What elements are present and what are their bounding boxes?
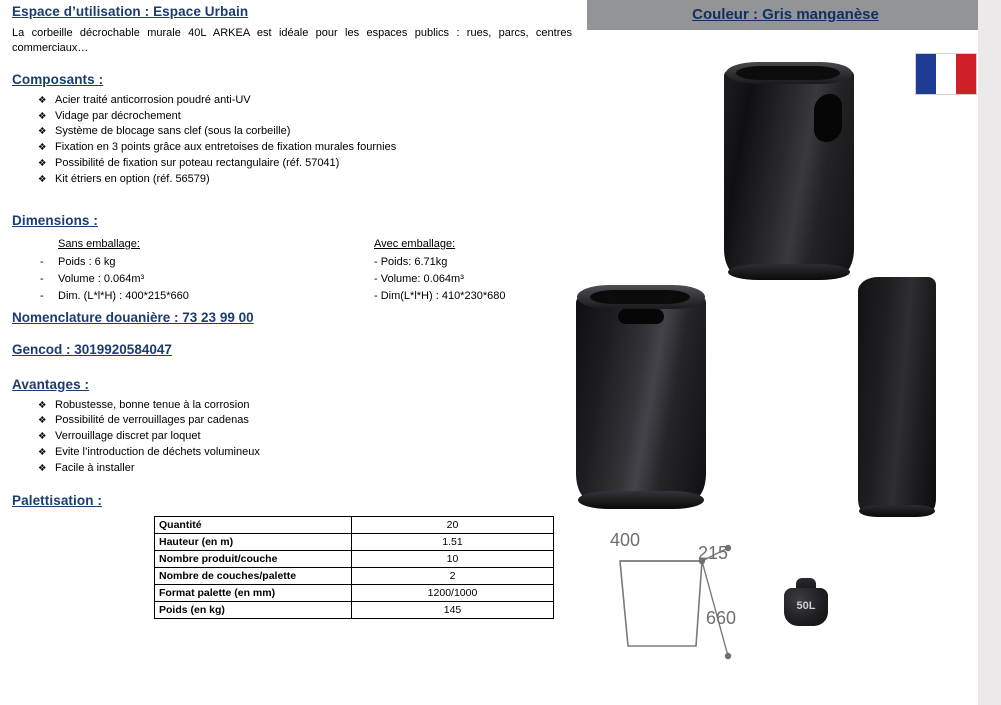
palletisation-heading: Palettisation : — [12, 492, 103, 508]
table-row — [155, 533, 554, 550]
list-item: ❖ Kit étriers en option (réf. 56579) — [38, 172, 570, 187]
list-item: ❖ Evite l’introduction de déchets volumineux — [38, 445, 570, 460]
dimension-line: - Dim. (L*l*H) : 400*215*660 — [40, 289, 189, 302]
bin-body — [858, 277, 936, 515]
row-label: Hauteur (en m) — [155, 533, 352, 550]
bin-side-view-image — [858, 277, 936, 517]
drawing-height-label: 660 — [706, 608, 737, 628]
bin-front-view-image — [576, 283, 706, 511]
row-label: Nombre de couches/palette — [155, 567, 352, 584]
row-label: Poids (en kg) — [155, 601, 352, 618]
bin-hand-slot — [618, 309, 664, 324]
table-row — [155, 550, 554, 567]
bin-front-perspective-image — [724, 60, 854, 280]
table-row — [155, 567, 554, 584]
palletisation-table — [154, 516, 554, 619]
color-banner-label: Couleur : Gris manganèse — [692, 6, 879, 23]
list-item: ❖ Système de blocage sans clef (sous la corbeille) — [38, 124, 570, 139]
dimensions-with-title: Avec emballage: — [374, 237, 456, 250]
row-value: 145 — [352, 601, 554, 618]
dimension-value: Volume : 0.064m³ — [58, 272, 145, 285]
row-value: 2 — [352, 567, 554, 584]
table-row — [155, 601, 554, 618]
components-list — [12, 93, 570, 187]
dimension-line: - Poids : 6 kg — [40, 255, 116, 268]
row-value: 1.51 — [352, 533, 554, 550]
dimension-value: Poids : 6 kg — [58, 255, 116, 268]
list-item: ❖ Possibilité de verrouillages par cadenas — [38, 413, 570, 428]
list-item: ❖ Possibilité de fixation sur poteau rectangulaire (réf. 57041) — [38, 156, 570, 171]
bin-opening — [736, 66, 840, 80]
dimension-value: - Dim(L*l*H) : 410*230*680 — [374, 289, 506, 302]
palletisation-block — [12, 493, 570, 619]
gencod-heading: Gencod : 3019920584047 — [12, 341, 172, 357]
row-value: 1200/1000 — [352, 584, 554, 601]
dimension-line: - Volume : 0.064m³ — [40, 272, 145, 285]
dimensions-without-title: Sans emballage: — [58, 237, 140, 250]
list-item: ❖ Fixation en 3 points grâce aux entretoises de fixation murales fournies — [38, 140, 570, 155]
table-row — [155, 516, 554, 533]
dimensions-block — [12, 213, 570, 306]
advantages-list — [12, 398, 570, 476]
advantages-heading: Avantages : — [12, 376, 90, 392]
dimension-value: - Poids: 6.71kg — [374, 255, 448, 268]
bin-bag-icon — [780, 578, 832, 630]
bin-base — [578, 491, 704, 509]
dimensions-without-packaging — [40, 236, 189, 305]
dimensions-heading: Dimensions : — [12, 212, 98, 228]
bin-base — [859, 505, 935, 517]
technical-drawing-svg — [616, 528, 776, 683]
list-item: ❖ Verrouillage discret par loquet — [38, 429, 570, 444]
row-label: Quantité — [155, 516, 352, 533]
row-value: 10 — [352, 550, 554, 567]
flag-stripe-white — [936, 54, 956, 94]
list-item: ❖ Robustesse, bonne tenue à la corrosion — [38, 398, 570, 413]
flag-stripe-blue — [916, 54, 936, 94]
row-label: Format palette (en mm) — [155, 584, 352, 601]
technical-drawing — [616, 528, 776, 683]
advantages-block — [12, 377, 570, 476]
bin-hand-slot — [814, 92, 842, 144]
dimension-value: Dim. (L*l*H) : 400*215*660 — [58, 289, 189, 302]
bin-base — [728, 264, 850, 280]
list-item: ❖ Vidage par décrochement — [38, 109, 570, 124]
drawing-width-label: 400 — [610, 530, 641, 550]
intro-paragraph: La corbeille décrochable murale 40L ARKEA est idéale pour les espaces publics : rues, parcs, centres commerciaux… — [12, 27, 572, 54]
customs-code-heading: Nomenclature douanière : 73 23 99 00 — [12, 309, 254, 325]
components-block — [12, 72, 570, 187]
color-banner — [587, 0, 984, 30]
row-value: 20 — [352, 516, 554, 533]
list-item: ❖ Acier traité anticorrosion poudré anti-UV — [38, 93, 570, 108]
flag-stripe-red — [956, 54, 976, 94]
table-row — [155, 584, 554, 601]
french-flag-icon — [915, 53, 977, 95]
drawing-depth-label: 215 — [698, 543, 729, 563]
row-label: Nombre produit/couche — [155, 550, 352, 567]
bin-body — [576, 295, 706, 500]
components-heading: Composants : — [12, 72, 104, 87]
dimensions-with-packaging — [374, 236, 505, 305]
list-item: ❖ Facile à installer — [38, 461, 570, 476]
bin-opening — [590, 290, 690, 304]
product-images-column — [576, 0, 1001, 705]
bag-capacity-label: 50L — [796, 600, 816, 612]
usage-heading: Espace d’utilisation : Espace Urbain — [12, 4, 249, 19]
dimension-value: - Volume: 0.064m³ — [374, 272, 464, 285]
page-right-margin — [978, 0, 1001, 705]
